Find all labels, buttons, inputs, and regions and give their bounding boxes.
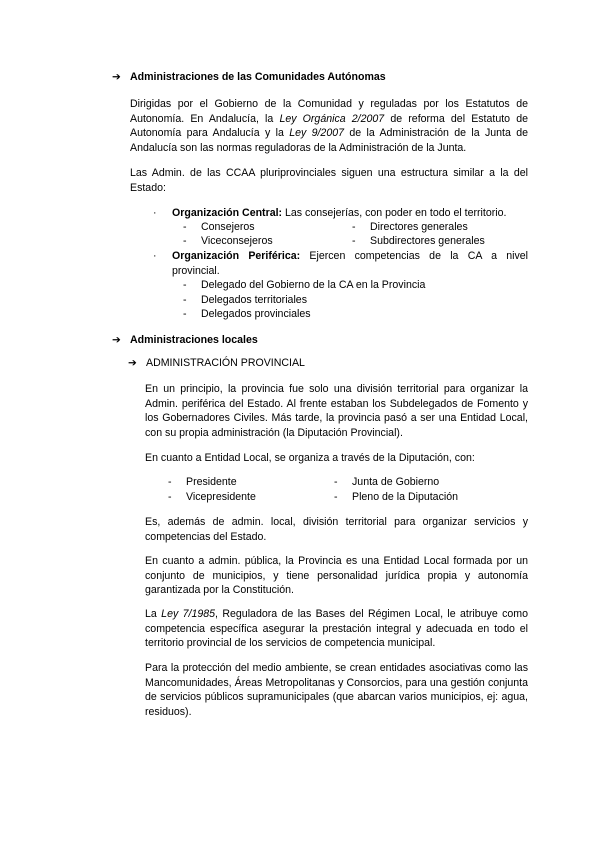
list-item-text: Delegados provinciales xyxy=(201,308,311,320)
paragraph-medio-ambiente: Para la protección del medio ambiente, se crean entidades asociativas como las Mancomunidades, Áreas Metropolitanas y Consorcios, para una gestión conjunta de servicios públicos supramunicipales (que abarcan varios municipios, ej: agua, residuos). xyxy=(145,662,528,719)
paragraph-entidad-local: En cuanto a Entidad Local, se organiza a través de la Diputación, con: xyxy=(145,452,475,464)
text-run: Dirigidas por el Gobierno de la Comunidad y reguladas por los Estatutos de Autonomía. En Andalucía, la xyxy=(130,98,528,125)
section-title: Administraciones locales xyxy=(130,334,258,346)
list-item-text: Consejeros xyxy=(201,221,255,233)
list-item xyxy=(352,234,485,249)
list-item xyxy=(168,490,256,505)
list-item xyxy=(168,475,237,490)
paragraph-ccaa-structure: Las Admin. de las CCAA pluriprovinciales siguen una estructura similar a la del Estado: xyxy=(130,167,528,194)
text-run: de la Administración de la Junta de Andalucía son las normas reguladoras de la Administración de la Junta. xyxy=(130,127,528,155)
bullet-label: Organización Central: xyxy=(172,207,283,219)
subheading-admin-provincial xyxy=(128,356,305,371)
list-item-text: Directores generales xyxy=(370,221,468,233)
arrow-icon: ➔ xyxy=(112,71,121,83)
list-item-text: Presidente xyxy=(186,476,237,488)
bullet-organizacion-periferica xyxy=(153,249,528,278)
bullet-text: Las consejerías, con poder en todo el territorio. xyxy=(282,207,507,219)
paragraph-ccaa-intro xyxy=(130,97,528,156)
law-reference: Ley 7/1985 xyxy=(161,608,216,620)
list-item-text: Viceconsejeros xyxy=(201,235,273,247)
dash-icon: - xyxy=(334,476,338,488)
list-item xyxy=(183,293,307,308)
bullet-organizacion-central xyxy=(153,206,528,221)
dash-icon: - xyxy=(183,279,187,291)
bullet-icon: · xyxy=(153,207,157,219)
list-item xyxy=(183,220,255,235)
list-item-text: Vicepresidente xyxy=(186,491,256,503)
dash-icon: - xyxy=(352,221,356,233)
dash-icon: - xyxy=(168,476,172,488)
section-heading-locales xyxy=(112,333,258,348)
list-item xyxy=(352,220,468,235)
law-reference: Ley Orgánica 2/2007 xyxy=(279,112,385,125)
list-item xyxy=(183,234,273,249)
section-heading-ccaa xyxy=(112,70,386,85)
list-item-text: Junta de Gobierno xyxy=(352,476,440,488)
dash-icon: - xyxy=(183,308,187,320)
list-item xyxy=(183,278,425,293)
bullet-text: Ejercen competencias de la CA a nivel provincial. xyxy=(172,250,528,277)
arrow-icon: ➔ xyxy=(128,357,137,369)
dash-icon: - xyxy=(183,235,187,247)
list-item xyxy=(334,490,458,505)
text-run: de reforma del Estatuto de Autonomía para Andalucía y la xyxy=(130,112,528,140)
list-item xyxy=(334,475,439,490)
paragraph-ley-7-1985 xyxy=(145,607,528,651)
text-run: La xyxy=(145,608,162,620)
law-reference: Ley 9/2007 xyxy=(289,127,345,140)
list-item xyxy=(183,307,311,322)
list-item-text: Subdirectores generales xyxy=(370,235,485,247)
dash-icon: - xyxy=(352,235,356,247)
section-title: Administraciones de las Comunidades Autónomas xyxy=(130,71,386,83)
subheading-title: ADMINISTRACIÓN PROVINCIAL xyxy=(146,357,305,369)
list-item-text: Delegado del Gobierno de la CA en la Provincia xyxy=(201,279,426,291)
paragraph-provincia-origen: En un principio, la provincia fue solo una división territorial para organizar la Admin. periférica del Estado. Al frente estaban los Subdelegados de Fomento y los Gobernadores Civiles. Más tarde, la provincia pasó a ser una Entidad Local, con su propia administración (la Diputación Provincial). xyxy=(145,383,528,440)
paragraph-admin-publica: En cuanto a admin. pública, la Provincia es una Entidad Local formada por un conjunto de municipios, y tiene personalidad jurídica propia y autonomía garantizada por la Constitución. xyxy=(145,555,528,597)
dash-icon: - xyxy=(168,491,172,503)
dash-icon: - xyxy=(183,294,187,306)
text-run: , Reguladora de las Bases del Régimen Local, le atribuye como competencia específica asegurar la prestación integral y adecuada en todo el territorio provincial de los servicios de competencia municipal. xyxy=(145,608,528,650)
dash-icon: - xyxy=(334,491,338,503)
dash-icon: - xyxy=(183,221,187,233)
bullet-icon: · xyxy=(153,250,157,262)
paragraph-division-territorial: Es, además de admin. local, división territorial para organizar servicios y competencias del Estado. xyxy=(145,516,528,543)
list-item-text: Delegados territoriales xyxy=(201,294,307,306)
bullet-label: Organización Periférica: xyxy=(172,250,301,262)
list-item-text: Pleno de la Diputación xyxy=(352,491,459,503)
arrow-icon: ➔ xyxy=(112,334,121,346)
